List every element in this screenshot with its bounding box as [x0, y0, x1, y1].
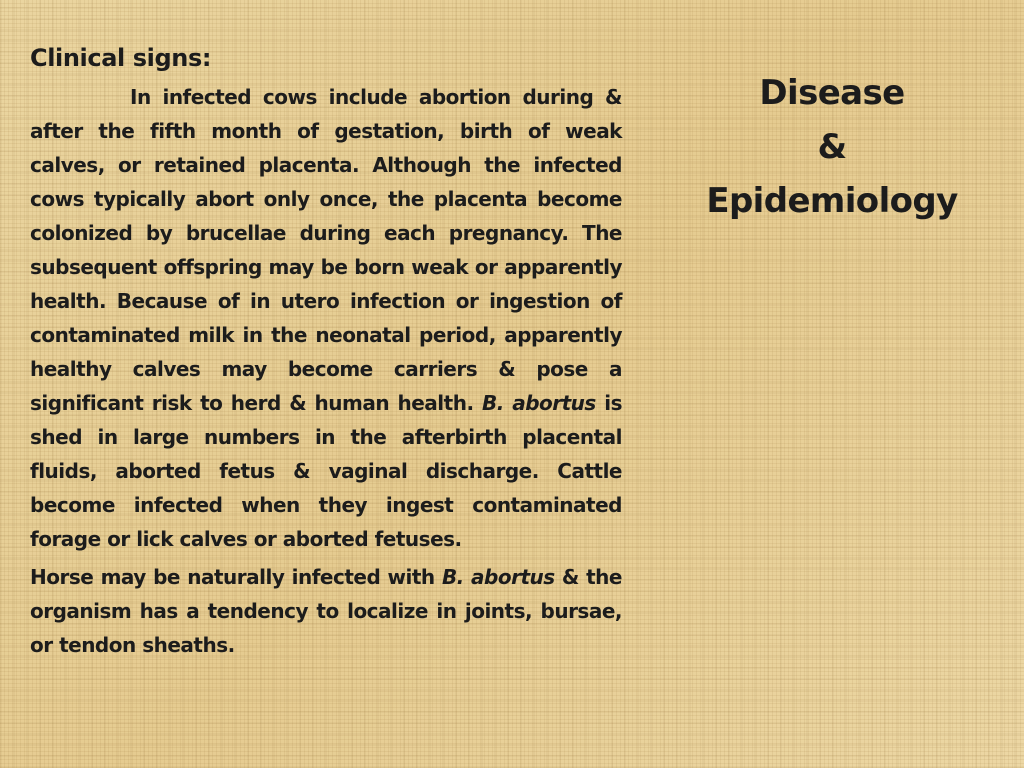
paragraph-cattle-text-2: is shed in large numbers in the afterbirth placental fluids, aborted fetus & vaginal discharge. Cattle become infected when they ingest contaminated forage or lick calves or aborted fetuses.	[30, 391, 622, 551]
paragraph-horse	[30, 560, 622, 662]
paragraph-cattle-text-1: In infected cows include abortion during & after the fifth month of gestation, birth of weak calves, or retained placenta. Although the infected cows typically abort only once, the placenta become colonized by brucellae during each pregnancy. The subsequent offspring may be born weak or apparently health. Because of in utero infection or ingestion of contaminated milk in the neonatal period, apparently healthy calves may become carriers & pose a significant risk to herd & human health.	[30, 85, 622, 415]
paragraph-cattle-species: B. abortus	[481, 391, 596, 415]
title-line-ampersand: &	[817, 127, 847, 167]
paragraph-horse-text-2: & the organism has a tendency to localize in joints, bursae, or tendon sheaths.	[30, 565, 622, 657]
slide-title	[690, 66, 974, 228]
paragraph-cattle	[30, 80, 622, 556]
section-heading: Clinical signs:	[30, 44, 212, 72]
title-line-disease: Disease	[759, 73, 905, 113]
paragraph-horse-text-1: Horse may be naturally infected with	[30, 565, 435, 589]
title-line-epidemiology: Epidemiology	[706, 181, 958, 221]
paragraph-horse-species: B. abortus	[441, 565, 555, 589]
body-text-column	[30, 40, 622, 666]
